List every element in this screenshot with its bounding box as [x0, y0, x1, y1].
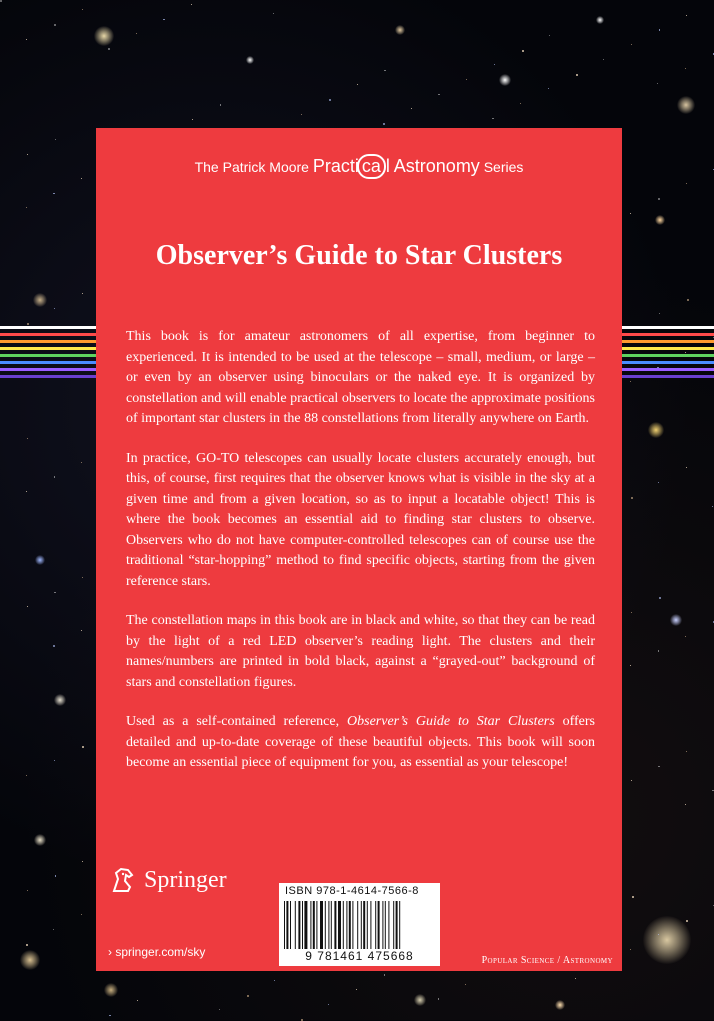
barcode-bar	[302, 901, 303, 949]
rainbow-stripe	[0, 326, 100, 329]
galaxy	[20, 950, 40, 970]
star	[438, 998, 439, 999]
barcode-bar	[325, 901, 326, 949]
barcode-bar	[396, 901, 398, 949]
series-practical	[313, 156, 390, 176]
star	[55, 875, 56, 876]
galaxy	[35, 555, 45, 565]
barcode-bar	[304, 901, 307, 949]
rainbow-stripe	[622, 340, 714, 343]
star	[163, 19, 164, 20]
galaxy	[414, 994, 426, 1006]
galaxy	[499, 74, 511, 86]
barcode-bar	[385, 901, 386, 949]
barcode-bar	[331, 901, 332, 949]
galaxy	[655, 215, 665, 225]
rainbow-stripe	[622, 326, 714, 329]
star	[220, 104, 221, 105]
series-astronomy: Astronomy	[394, 156, 480, 176]
star	[247, 995, 249, 997]
isbn-label: ISBN 978-1-4614-7566-8	[285, 885, 419, 897]
barcode-bar	[378, 901, 380, 949]
galaxy	[643, 916, 691, 964]
rainbow-stripe	[0, 347, 100, 350]
springer-horse-icon	[108, 865, 138, 895]
star	[384, 974, 385, 975]
star	[632, 896, 634, 898]
barcode-bar	[361, 901, 362, 949]
rainbow-stripe	[622, 375, 714, 378]
blurb-last-title: Observer’s Guide to Star Clusters	[347, 714, 555, 729]
star	[712, 790, 713, 791]
galaxy	[648, 422, 664, 438]
blurb-paragraph: The constellation maps in this book are in black and white, so that they can be read by the light of a red LED observer’s reading light. The clusters and their names/numbers are printed in bold black, against a “grayed-out” background of stars and constellation figures.	[126, 611, 595, 693]
rainbow-stripes-right	[622, 326, 714, 416]
rainbow-stripe	[622, 368, 714, 371]
rainbow-stripe	[0, 333, 100, 336]
star	[109, 1015, 110, 1016]
blurb-last-before: Used as a self-contained reference,	[126, 714, 347, 729]
star	[384, 70, 385, 71]
galaxy	[94, 26, 114, 46]
blurb-paragraph: In practice, GO-TO telescopes can usually locate clusters accurately enough, but this, of course, first requires that the observer knows what is visible in the sky at a given time and from a given location, so as to input a locatable object! This is where the book becomes an essential aid to finding star clusters to observe. Observers who do not have computer-controlled telescopes can of course use the traditional “star-hopping” method to find specific objects, starting from the given reference stars.	[126, 449, 595, 593]
barcode-bar	[367, 901, 368, 949]
barcode-bar	[399, 901, 400, 949]
barcode-bar	[382, 901, 383, 949]
barcode-bar	[393, 901, 394, 949]
series-practical-start: Practi	[313, 156, 359, 176]
barcode-bar	[375, 901, 376, 949]
barcode-bars	[284, 901, 434, 949]
star	[658, 650, 659, 651]
book-title: Observer’s Guide to Star Clusters	[96, 240, 622, 272]
blurb-paragraph: This book is for amateur astronomers of all expertise, from beginner to experienced. It is intended to be used at the telescope – small, medium, or large – or even by an observer using binoculars or the naked eye. It is organized by constellation and will enable practical observers to locate the approximate positions of important star clusters in the 88 constellations from literally anywhere on Earth.	[126, 327, 595, 430]
star	[82, 746, 84, 748]
star	[54, 592, 55, 593]
blurb-last-after: offers detailed and up-to-date coverage of these beautiful objects. This book will soon become an essential piece of equipment for you, as essential as your telescope!	[126, 714, 595, 770]
rainbow-stripe	[0, 340, 100, 343]
barcode-bar	[352, 901, 353, 949]
rainbow-stripe	[0, 354, 100, 357]
book-category: Popular Science / Astronomy	[482, 955, 613, 966]
barcode-bar	[334, 901, 336, 949]
rainbow-stripe	[622, 354, 714, 357]
rainbow-stripe	[0, 375, 100, 378]
galaxy	[596, 16, 604, 24]
publisher-name: Springer	[144, 867, 227, 894]
galaxy	[246, 56, 254, 64]
star	[687, 299, 689, 301]
star	[522, 50, 524, 52]
red-cover-panel	[96, 128, 622, 971]
series-ring-logo: ca	[357, 154, 386, 179]
barcode-bar	[286, 901, 288, 949]
galaxy	[395, 25, 405, 35]
galaxy	[54, 694, 66, 706]
star	[26, 944, 28, 946]
star	[27, 323, 29, 325]
barcode-number: 9 781461 475668	[279, 949, 440, 963]
rainbow-stripe	[0, 368, 100, 371]
star	[438, 94, 439, 95]
rainbow-stripe	[622, 361, 714, 364]
barcode-bar	[313, 901, 315, 949]
star	[686, 920, 688, 922]
galaxy	[670, 614, 682, 626]
star	[576, 74, 578, 76]
rainbow-stripe	[622, 347, 714, 350]
barcode-bar	[370, 901, 371, 949]
series-suffix: Series	[484, 159, 524, 175]
rainbow-stripes-left	[0, 326, 100, 416]
url-text: springer.com/sky	[115, 945, 205, 959]
blurb	[126, 327, 595, 793]
galaxy	[677, 96, 695, 114]
series-name	[96, 154, 622, 179]
barcode-bar	[338, 901, 341, 949]
barcode-bar	[328, 901, 329, 949]
galaxy	[104, 983, 118, 997]
star	[492, 118, 493, 119]
star	[54, 476, 55, 477]
barcode-bar	[316, 901, 317, 949]
series-practical-end: l	[386, 156, 390, 176]
star	[658, 766, 659, 767]
blurb-paragraph-last	[126, 712, 595, 774]
star	[53, 193, 54, 194]
publisher-url[interactable]	[108, 945, 205, 959]
barcode-bar	[298, 901, 300, 949]
galaxy	[33, 293, 47, 307]
barcode-bar	[388, 901, 389, 949]
rainbow-stripe	[622, 333, 714, 336]
barcode-bar	[349, 901, 351, 949]
series-prefix: The Patrick Moore	[195, 159, 309, 175]
barcode-bar	[310, 901, 311, 949]
rainbow-stripe	[0, 361, 100, 364]
barcode-bar	[343, 901, 344, 949]
barcode-bar	[290, 901, 291, 949]
barcode-bar	[363, 901, 365, 949]
barcode-bar	[284, 901, 285, 949]
star	[659, 29, 660, 30]
star	[631, 497, 633, 499]
barcode-bar	[295, 901, 296, 949]
barcode-bar	[320, 901, 323, 949]
galaxy	[34, 834, 46, 846]
galaxy	[555, 1000, 565, 1010]
barcode-bar	[357, 901, 358, 949]
publisher-logo	[108, 865, 227, 895]
url-arrow-icon: ›	[108, 945, 112, 959]
barcode-bar	[346, 901, 347, 949]
barcode	[279, 883, 440, 966]
